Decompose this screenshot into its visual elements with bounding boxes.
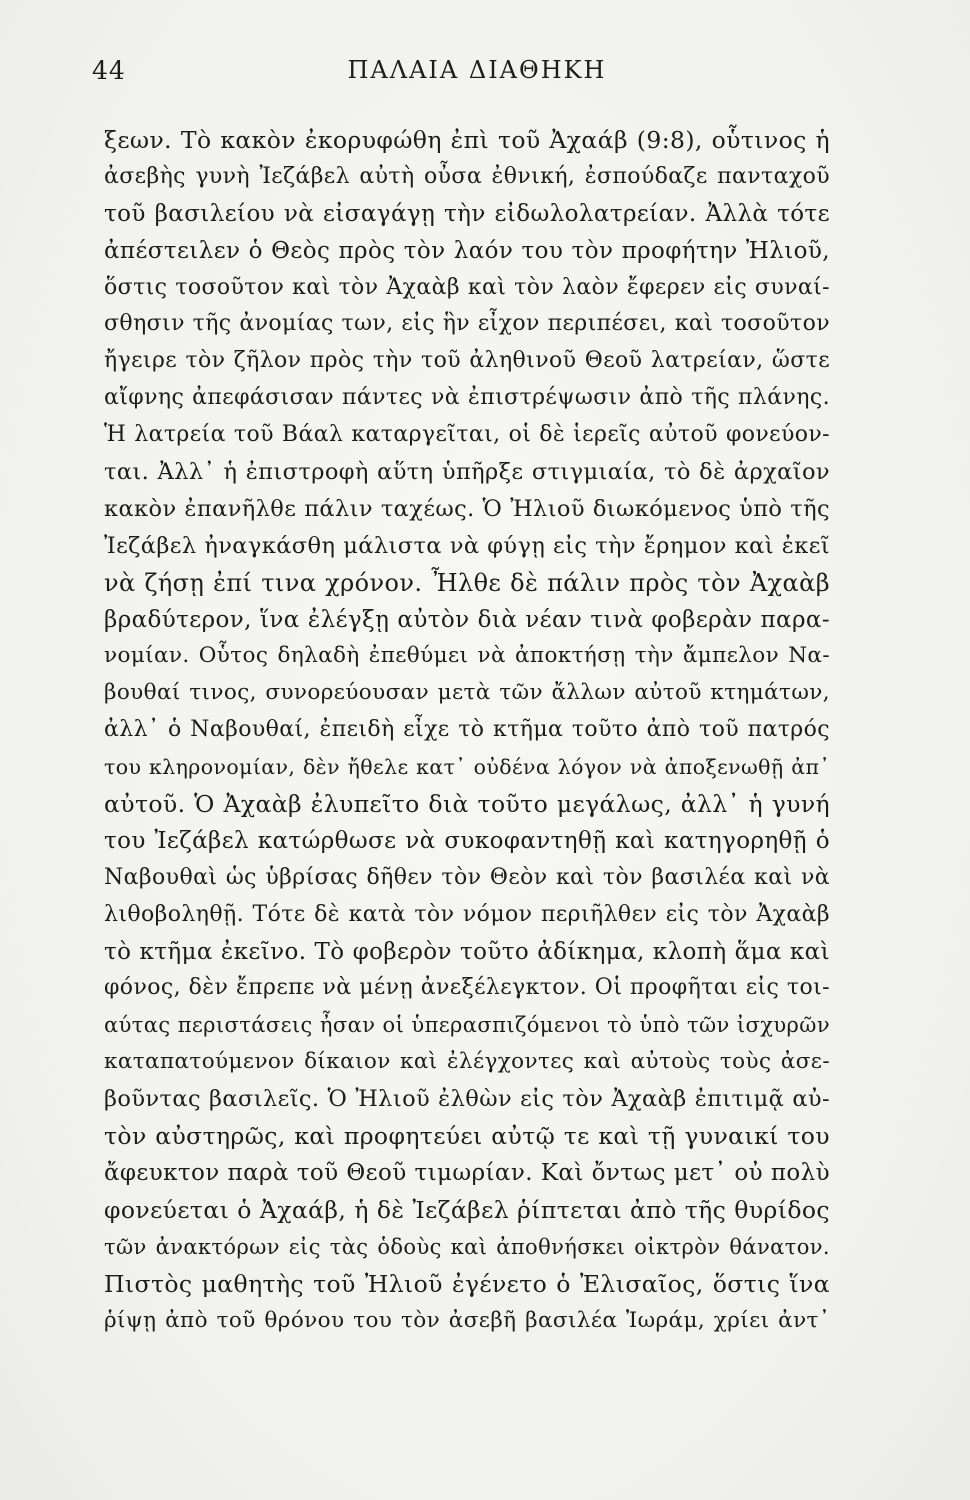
text-line: βουθαί τινος, συνορεύουσαν μετὰ τῶν ἄλλων αὐτοῦ κτημάτων, (104, 680, 830, 706)
text-line: κακὸν ἐπανῆλθε πάλιν ταχέως. Ὁ Ἠλιοῦ διωκόμενος ὑπὸ τῆς (104, 495, 830, 522)
text-line: ἀσεβὴς γυνὴ Ἰεζάβελ αὐτὴ οὖσα ἐθνική, ἐσπούδαζε πανταχοῦ (104, 163, 830, 189)
body-text (104, 122, 830, 1339)
text-line: Ἰεζάβελ ἠναγκάσθη μάλιστα νὰ φύγῃ εἰς τὴν ἔρημον καὶ ἐκεῖ (104, 532, 830, 559)
text-line: ἀπέστειλεν ὁ Θεὸς πρὸς τὸν λαόν του τὸν προφήτην Ἠλιοῦ, (104, 237, 830, 264)
text-line: τῶν ἀνακτόρων εἰς τὰς ὁδοὺς καὶ ἀποθνήσκει οἰκτρὸν θάνατον. (104, 1234, 830, 1259)
text-line: Πιστὸς μαθητὴς τοῦ Ἠλιοῦ ἐγένετο ὁ Ἐλισαῖος, ὅστις ἵνα (104, 1269, 830, 1298)
text-line: βοῦντας βασιλεῖς. Ὁ Ἠλιοῦ ἐλθὼν εἰς τὸν Ἀχαὰβ ἐπιτιμᾷ αὐ- (104, 1086, 830, 1113)
text-line: αὐτοῦ. Ὁ Ἀχαὰβ ἐλυπεῖτο διὰ τοῦτο μεγάλως, ἀλλ᾽ ἡ γυνή (104, 790, 830, 819)
text-line: τοῦ βασιλείου νὰ εἰσαγάγῃ τὴν εἰδωλολατρείαν. Ἀλλὰ τότε (104, 200, 830, 227)
text-line: αἴφνης ἀπεφάσισαν πάντες νὰ ἐπιστρέψωσιν ἀπὸ τῆς πλάνης. (104, 385, 830, 411)
text-line: ξεων. Τὸ κακὸν ἐκορυφώθη ἐπὶ τοῦ Ἀχαάβ (9:8), οὗτινος ἡ (104, 126, 830, 154)
text-line: φόνος, δὲν ἔπρεπε νὰ μένῃ ἀνεξέλεγκτον. Οἱ προφῆται εἰς τοι- (104, 975, 830, 1001)
text-line: ἤγειρε τὸν ζῆλον πρὸς τὴν τοῦ ἀληθινοῦ Θεοῦ λατρείαν, ὥστε (104, 348, 830, 374)
text-line: βραδύτερον, ἵνα ἐλέγξῃ αὐτὸν διὰ νέαν τινὰ φοβερὰν παρα- (104, 606, 830, 633)
text-line: Ναβουθαὶ ὡς ὑβρίσας δῆθεν τὸν Θεὸν καὶ τὸν βασιλέα καὶ νὰ (104, 864, 830, 890)
page-header (92, 52, 832, 92)
text-line: ὅστις τοσοῦτον καὶ τὸν Ἀχαὰβ καὶ τὸν λαὸν ἔφερεν εἰς συναί- (104, 274, 830, 300)
text-line: του κληρονομίαν, δὲν ἤθελε κατ᾽ οὐδένα λόγον νὰ ἀποξενωθῇ ἀπ᾽ (104, 755, 830, 780)
text-line: τὸν αὐστηρῶς, καὶ προφητεύει αὐτῷ τε καὶ τῇ γυναικί του (104, 1122, 830, 1151)
text-line: καταπατούμενον δίκαιον καὶ ἐλέγχοντες καὶ αὐτοὺς τοὺς ἀσε- (104, 1049, 830, 1075)
text-line: του Ἰεζάβελ κατώρθωσε νὰ συκοφαντηθῇ καὶ κατηγορηθῇ ὁ (104, 827, 830, 854)
text-line: σθησιν τῆς ἀνομίας των, εἰς ἣν εἶχον περιπέσει, καὶ τοσοῦτον (104, 311, 830, 337)
text-line: λιθοβοληθῇ. Τότε δὲ κατὰ τὸν νόμον περιῆλθεν εἰς τὸν Ἀχαὰβ (104, 901, 830, 927)
text-line: φονεύεται ὁ Ἀχαάβ, ἡ δὲ Ἰεζάβελ ῥίπτεται ἀπὸ τῆς θυρίδος (104, 1195, 830, 1224)
running-title: ΠΑΛΑΙΑ ΔΙΑΘΗΚΗ (347, 56, 607, 84)
text-line: αύτας περιστάσεις ἦσαν οἱ ὑπερασπιζόμενοι τὸ ὑπὸ τῶν ἰσχυρῶν (104, 1013, 830, 1038)
text-line: ἀλλ᾽ ὁ Ναβουθαί, ἐπειδὴ εἶχε τὸ κτῆμα τοῦτο ἀπὸ τοῦ πατρός (104, 717, 830, 743)
text-line: τὸ κτῆμα ἐκεῖνο. Τὸ φοβερὸν τοῦτο ἀδίκημα, κλοπὴ ἅμα καὶ (104, 938, 830, 965)
text-line: Ἡ λατρεία τοῦ Βάαλ καταργεῖται, οἱ δὲ ἱερεῖς αὐτοῦ φονεύον- (104, 422, 830, 448)
text-line: ἄφευκτον παρὰ τοῦ Θεοῦ τιμωρίαν. Καὶ ὄντως μετ᾽ οὐ πολὺ (104, 1159, 830, 1186)
text-line: ῥίψῃ ἀπὸ τοῦ θρόνου του τὸν ἀσεβῆ βασιλέα Ἰωράμ, χρίει ἀντ᾽ (104, 1307, 830, 1333)
text-line: νομίαν. Οὗτος δηλαδὴ ἐπεθύμει νὰ ἀποκτήσῃ τὴν ἄμπελον Να- (104, 643, 830, 669)
text-line: ται. Ἀλλ᾽ ἡ ἐπιστροφὴ αὕτη ὑπῆρξε στιγμιαία, τὸ δὲ ἀρχαῖον (104, 459, 830, 486)
text-line: νὰ ζήσῃ ἐπί τινα χρόνον. Ἦλθε δὲ πάλιν πρὸς τὸν Ἀχαὰβ (104, 568, 830, 597)
page-number: 44 (92, 56, 126, 85)
